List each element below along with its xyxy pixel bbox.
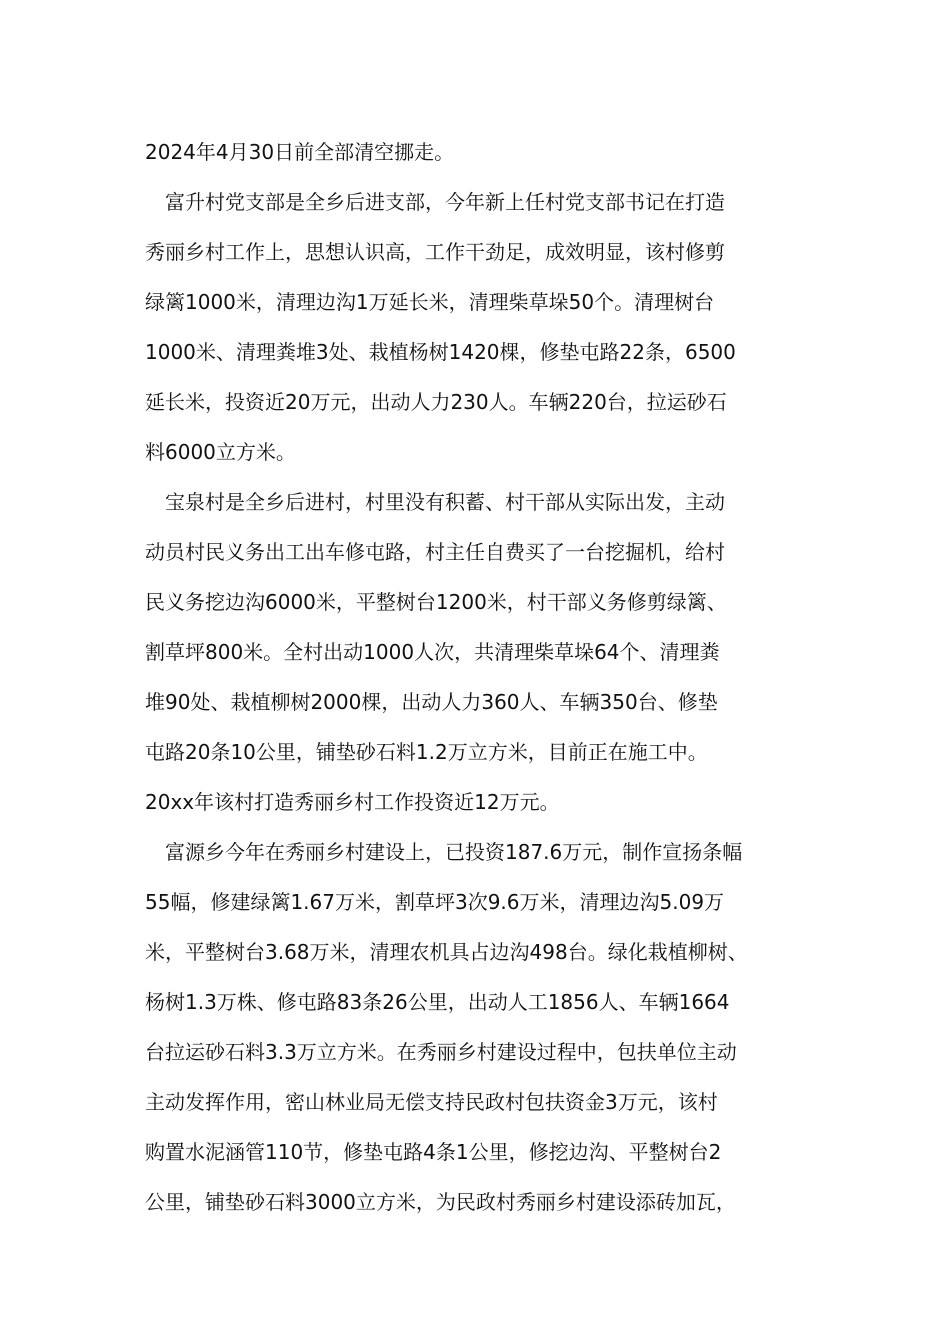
- text-line: 宝泉村是全乡后进村，村里没有积蓄、村干部从实际出发，主动: [145, 490, 725, 514]
- text-line: 料6000立方米。: [145, 440, 296, 464]
- text-line: 动员村民义务出工出车修屯路，村主任自费买了一台挖掘机，给村: [145, 540, 725, 564]
- text-line: 富升村党支部是全乡后进支部，今年新上任村党支部书记在打造: [145, 190, 725, 214]
- text-line: 堆90处、栽植柳树2000棵，出动人力360人、车辆350台、修垫: [145, 690, 718, 714]
- text-line: 55幅，修建绿篱1.67万米，割草坪3次9.6万米，清理边沟5.09万: [145, 890, 725, 914]
- text-line: 购置水泥涵管110节，修垫屯路4条1公里，修挖边沟、平整树台2: [145, 1140, 722, 1164]
- paragraph: [145, 177, 820, 477]
- text-line: 屯路20条10公里，铺垫砂石料1.2万立方米，目前正在施工中。: [145, 740, 708, 764]
- text-line: 1000米、清理粪堆3处、栽植杨树1420棵，修垫屯路22条，6500: [145, 340, 736, 364]
- text-line: 延长米，投资近20万元，出动人力230人。车辆220台，拉运砂石: [145, 390, 727, 414]
- document-body: [145, 127, 820, 1227]
- text-line: 主动发挥作用，密山林业局无偿支持民政村包扶资金3万元，该村: [145, 1090, 718, 1114]
- paragraph: [145, 477, 820, 827]
- text-line: 绿篱1000米，清理边沟1万延长米，清理柴草垛50个。清理树台: [145, 290, 715, 314]
- text-line: 台拉运砂石料3.3万立方米。在秀丽乡村建设过程中，包扶单位主动: [145, 1040, 737, 1064]
- text-line: 公里，铺垫砂石料3000立方米，为民政村秀丽乡村建设添砖加瓦，: [145, 1190, 736, 1214]
- text-line: 杨树1.3万株、修屯路83条26公里，出动人工1856人、车辆1664: [145, 990, 730, 1014]
- text-line: 秀丽乡村工作上，思想认识高，工作干劲足，成效明显，该村修剪: [145, 240, 725, 264]
- text-line: 2024年4月30日前全部清空挪走。: [145, 140, 455, 164]
- paragraph: [145, 127, 820, 177]
- text-line: 米，平整树台3.68万米，清理农机具占边沟498台。绿化栽植柳树、: [145, 940, 748, 964]
- text-line: 富源乡今年在秀丽乡村建设上，已投资187.6万元，制作宣扬条幅: [145, 840, 743, 864]
- paragraph: [145, 827, 820, 1227]
- text-line: 20xx年该村打造秀丽乡村工作投资近12万元。: [145, 790, 560, 814]
- text-line: 割草坪800米。全村出动1000人次，共清理柴草垛64个、清理粪: [145, 640, 720, 664]
- text-line: 民义务挖边沟6000米，平整树台1200米，村干部义务修剪绿篱、: [145, 590, 727, 614]
